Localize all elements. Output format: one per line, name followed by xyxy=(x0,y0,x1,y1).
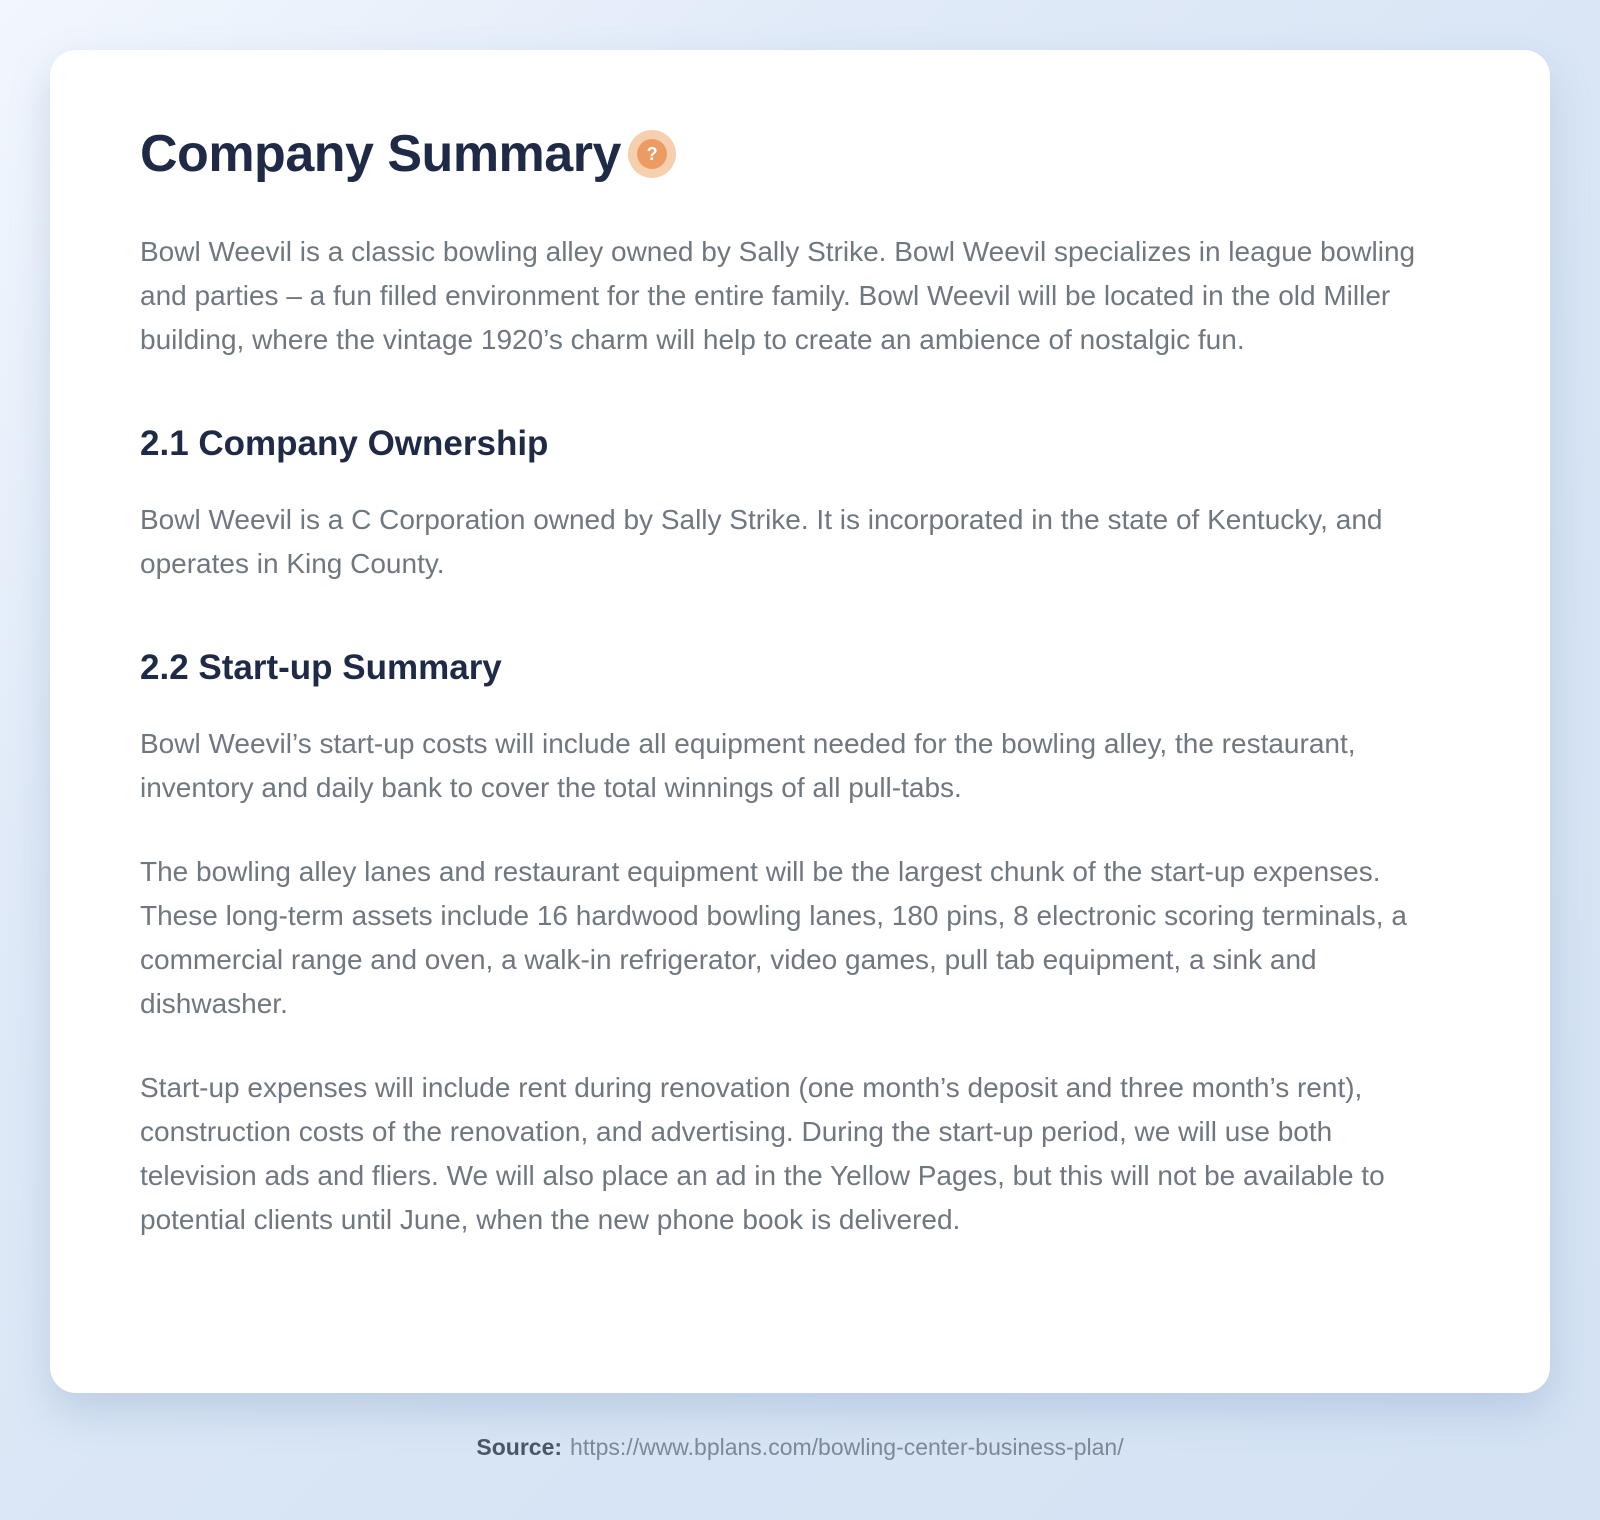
question-mark-icon: ? xyxy=(637,139,667,169)
startup-summary-paragraph-3: Start-up expenses will include rent during renovation (one month’s deposit and three month’s rent), construction costs of the renovation, and advertising. During the start-up period, we will use both television ads and fliers. We will also place an ad in the Yellow Pages, but this will not be available to potential clients until June, when the new phone book is delivered. xyxy=(140,1072,1385,1235)
source-line xyxy=(0,1432,1600,1462)
source-label: Source: xyxy=(476,1434,563,1460)
section-heading-company-ownership: 2.1 Company Ownership xyxy=(140,424,549,463)
page-title xyxy=(140,124,1460,184)
help-badge-button[interactable] xyxy=(628,130,676,178)
intro-paragraph: Bowl Weevil is a classic bowling alley owned by Sally Strike. Bowl Weevil specializes in league bowling and parties – a fun filled environment for the entire family. Bowl Weevil will be located in the old Miller building, where the vintage 1920’s charm will help to create an ambience of nostalgic fun. xyxy=(140,236,1416,355)
company-ownership-paragraph: Bowl Weevil is a C Corporation owned by Sally Strike. It is incorporated in the state of Kentucky, and operates in King County. xyxy=(140,504,1383,579)
page-title-text: Company Summary xyxy=(140,125,621,183)
startup-summary-paragraph-2: The bowling alley lanes and restaurant equipment will be the largest chunk of the start-up expenses. These long-term assets include 16 hardwood bowling lanes, 180 pins, 8 electronic scoring terminals, a commercial range and oven, a walk-in refrigerator, video games, pull tab equipment, a sink and dishwasher. xyxy=(140,856,1407,1019)
source-url: https://www.bplans.com/bowling-center-business-plan/ xyxy=(570,1434,1124,1460)
content-card xyxy=(50,50,1550,1393)
startup-summary-paragraph-1: Bowl Weevil’s start-up costs will include all equipment needed for the bowling alley, the restaurant, inventory and daily bank to cover the total winnings of all pull-tabs. xyxy=(140,728,1356,803)
section-heading-startup-summary: 2.2 Start-up Summary xyxy=(140,648,502,687)
